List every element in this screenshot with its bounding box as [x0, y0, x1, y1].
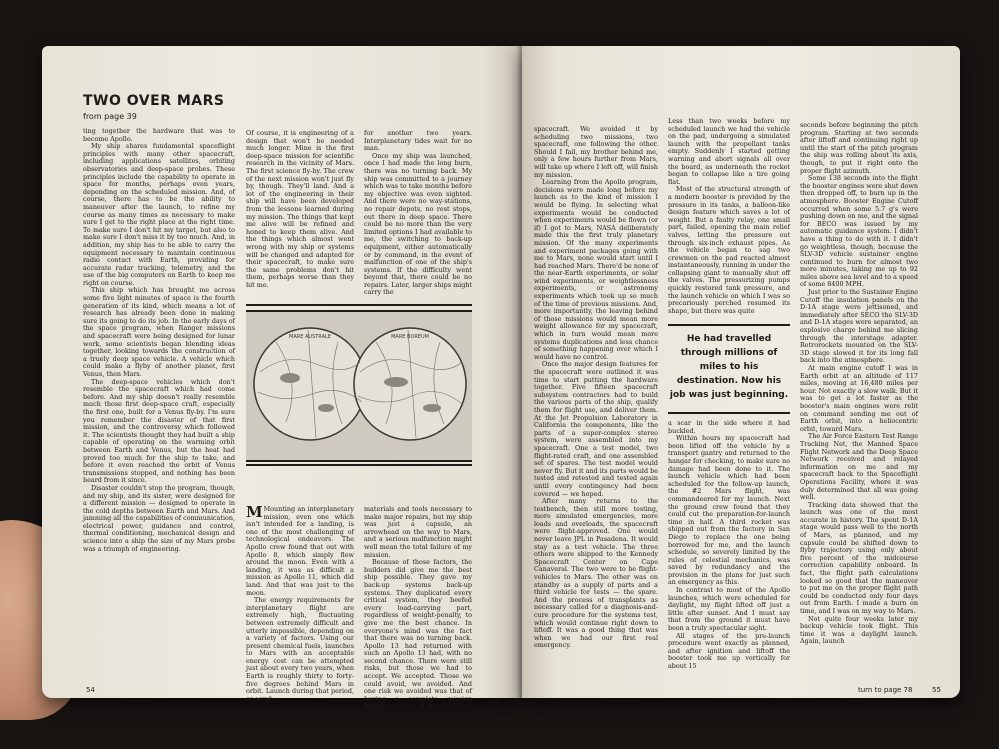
right-page	[522, 46, 960, 698]
left-page	[42, 46, 522, 719]
page-number: 55	[932, 686, 941, 694]
left-column-3-bottom	[364, 505, 472, 719]
drop-cap: M	[246, 503, 263, 521]
left-column-2-top	[246, 130, 354, 300]
paragraph: After many returns to the testbench, then still more testing, more simulated emergencies, more loads and overloads, the spacecraft were flight-approved. One would never leave JPL in Pasadena. It would stay as a test vehicle. The three others were shipped to the Kennedy Spacecraft Center on Cape Canaveral. The two were to be flight-vehicles to Mars. The other was on standby as a supply of parts and a third vehicle for tests — the spare. And the process of transplants as necessary called for a diagnosis-and-cure procedure for the systems test, which would continue right down to liftoff. It was a good thing that was when we had our first real emergency.	[534, 497, 658, 650]
paragraph: Learning from the Apollo program, decisions were made long before my launch as to the kind of mission I would be flying. In selecting what experiments would be conducted when experiments would be flown (or if) I got to Mars, NASA deliberately made this the first truly planetary mission. Of the many experiments and experiment packages going with me to Mars, none would start until I had reached Mars. There'd be none of the near-Earth experiments, or solar wind experiments, or weightlessness experiments, or astronomy experiments which took up so much of the time of previous missions. And, more importantly, the leaving behind of those missions would mean more weight allowance for my spacecraft, which in turn would mean more systems duplications and less chance of something happening over which I would have no control.	[534, 178, 658, 361]
paragraph: Because of those factors, the builders did give me the best ship possible. They gave my back-up systems back-up systems. They duplicated every critical system, they beefed every load-carrying part, regardless of weight-penalty, to give me the best chance. In everyone's mind was the fact that there was no turning back. Apollo 13 had returned with such an Apollo 13 had, with no second chance. There were still risks, but those we had to accept. We accepted. Those we could avoid, we avoided. And one risk we avoided was that of having a complete mission failure because of the failure of my	[364, 558, 472, 719]
paragraph: Not quite four weeks later my backup vehicle took flight. This time it was a daylight launch. Again, launch	[800, 614, 918, 646]
paragraph: The Air Force Eastern Test Range Tracking Net, the Manned Space Flight Network and the Deep Space Network received and relayed information on me and my spacecraft back to the Spaceflight Operations Facility, where it was duly determined that all was going well.	[800, 432, 918, 502]
continued-on: turn to page 78	[858, 686, 913, 694]
paragraph: Disaster couldn't stop the program, though, and my ship, and its sister, were designed for a different mission — designed to operate in the cold depths between Earth and Mars. And jamming all the capabilities of communication, electrical power, guidance and control, thermal conditioning, mechanical design and science into a ship the size of my Mars probe was a triumph of engineering.	[83, 483, 235, 553]
paragraph: ting together the hardware that was to become Apollo.	[83, 127, 235, 143]
paragraph: The energy requirements for interplanetary flight are extremely high, fluctuating between extremely difficult and utterly impossible, depending on a variety of factors. Using our present chemical fuels, launches to Mars with an acceptable energy cost can be attempted just about every two years, when Earth is roughly thirty to forty-five degrees behind Mars in orbit. Launch during that period, or scrub	[246, 596, 354, 703]
paragraph: materials and tools necessary to make major repairs, but my ship was just a capsule, an arrowhead on the way to Mars, and a serious malfunction might well mean the total failure of my mission.	[364, 505, 472, 559]
paragraph: spacecraft. We avoided it by scheduling two missions, two spacecraft, one following the other. Should I fail, my brother behind me, only a few hours further from Mars, will take up where I left off, will finish my mission.	[534, 125, 658, 179]
right-column-3	[800, 122, 918, 682]
paragraph: At main engine cutoff I was in Earth orbit at an altitude of 117 miles, moving at 16,480 miles per hour. Not exactly a slow walk. But it was to get a lot faster as the booster's main engines were relit on command sending me out of Earth orbit, into a heliocentric orbit, toward Mars.	[800, 364, 918, 433]
paragraph: The deep-space vehicles which don't resemble the spacecraft which had come before. And my ship doesn't really resemble much those first deep-space craft, especially the first one, built for a Venus fly-by. I'm sure you remember the disaster of that first mission, and the controversy which followed it. The scientists thought they had built a ship capable of operating on the warming orbit between Earth and Venus, but the heat had proved too much for the ship to take, and before it even reached the orbit of Venus transmissions stopped, and nothing has been heard from it since.	[83, 377, 235, 485]
left-column-2-bottom	[246, 503, 354, 703]
paragraph: Once the major design features for the spacecraft were outlined it was time to start putting the hardware together. Five fifteen spacecraft subsystem contractors had to build the various parts of the ship, qualify them for flight use, and deliver them. At the Jet Propulsion Laboratory in California the components, like the parts of a super-complex stereo system, were assembled into my spacecraft. One a test model, two flight-rated craft, and one assembled set of spares. The test model would never fly. But it and its parts would be tested and retested and tested again until every contingency had been covered — we hoped.	[534, 360, 658, 498]
pullquote-rule-top	[668, 324, 790, 326]
pull-quote: He had travelled through millions of miles to his destination. Now his job was just beginning.	[669, 334, 789, 400]
paragraph: All stages of the pre-launch procedure went exactly as planned, and after ignition and liftoff the booster took me up vertically for about 15	[668, 631, 790, 670]
paragraph: for another two years. Interplanetary tides wait for no man.	[364, 129, 472, 153]
left-column-3-top	[364, 130, 472, 300]
paragraph: Just prior to the Sustainer Engine Cutoff the insulation panels on the D-1A stage were jettisoned, and immediately after SECO the SLV-3D and D-1A stages were separated, an explosive charge behind me slicing through the interstage adapter. Retrorockets mounted on the SLV-3D stage slowed it for its long fall back into the atmosphere.	[800, 288, 918, 365]
paragraph: Within hours my spacecraft had been lifted off the vehicle by a transport gantry and returned to the hangar for checking, to make sure no damage had been done to it. The launch vehicle which had been scheduled for the follow-up launch, the #2 Mars flight, was commandeered for my launch. Next the ground crew found that they could cut the preparation-for-launch time in half. A third rocket was shipped out from the factory in San Diego to replace the one being borrowed for me, and the launch schedule, so severely limited by the rules of celestial mechanics, was saved by redundancy and the provision in the plans for just such an emergency as this.	[668, 434, 790, 587]
map-label: MARE AUSTRALE	[289, 334, 331, 340]
right-column-1	[534, 126, 658, 694]
paragraph-text: Mounting an interplanetary mission, even one which isn't intended for a landing, is one of the most challenging of technological endeavors. The Apollo crew found that out with Apollo 8, which simply flew around the moon. Even with a landing, it was as difficult a mission as Apollo 11, which did land. And that was just to the moon.	[246, 505, 354, 597]
map-label: MARE BOREUM	[391, 334, 429, 340]
right-column-2-bottom	[668, 420, 790, 692]
paragraph: Some 138 seconds into the flight the booster engines were shut down then dropped off, to burn up in the atmosphere. Booster Engine Cutoff occurred when some 5.7 g's were pushing down on me, and the signal for BECO was issued by my automatic guidance system. I didn't have a thing to do with it. I didn't go weightless, though, because the SLV-3D vehicle sustainer engine continued to burn for almost two more minutes, taking me up to 92 miles above sea level and to a speed of some 8400 MPH.	[800, 174, 918, 289]
paragraph: Once my ship was launched, once I had made the long burn, there was no turning back. My ship was committed to a journey which was to take months before my objective was even sighted. And there were no way-stations, no repair depots, no rest stops, out there in deep space. There could be no more than the very limited options I had available to me, the switching to back-up equipment, either automatically or by command, in the event of malfunction of one of the ship's systems. If the difficulty went beyond that, there could be no repairs. Later, larger ships might carry the	[364, 151, 472, 297]
paragraph: This ship which has brought me across some five light minutes of space is the fourth generation of its kind, which means a lot of research has already been done in making sure its going to do its job. In the early days of the space program, when Ranger missions and spacecraft were being designed for lunar work, some scientists began blending ideas together, looking towards the construction of a truely deep space vehicle. A vehicle which could make a flyby of another planet, first Venus, then Mars.	[83, 286, 235, 378]
mars-hemispheres-drawing	[246, 312, 472, 456]
article-headline: TWO OVER MARS	[83, 93, 225, 109]
paragraph: In contrast to most of the Apollo launches, which were scheduled for daylight, my flight lifted off just a little after sunset. And I must say that from the ground it must have been a truly spectacular sight.	[668, 586, 790, 633]
rule-below-map	[246, 464, 472, 466]
paragraph: a scar in the side where it had buckled.	[668, 419, 790, 435]
rule-above-map	[246, 304, 472, 306]
paragraph: Most of the structural strength of a modern booster is provided by the pressure in its tanks, a balloon-like design feature which saves a lot of weight. But a faulty relay, one small part, failed, opening the main relief valves, letting the pressure out through six-inch exhaust pipes. As the vehicle began to sag two crewmen on the pad reacted almost instantaneously, running in under the collapsing giant to manually shut off the valves. The pressurizing pumps quickly restored tank pressure, and the launch vehicle on which I was so precariously perched resumed its shape, but there was quite	[668, 185, 790, 315]
right-column-2-top	[668, 118, 790, 318]
left-column-1	[83, 128, 235, 688]
paragraph: Tracking data showed that the launch was one of the most accurate in history. The spent D-1A stage would pass well to the north of Mars, as planned, and my capsule could be shifted down to flyby trajectory using only about five percent of the midcourse correction capability onboard. In fact, the flight path calculations looked so good that the maneuver to put me on the proper flight path could be conducted only four days out from Earth. I made a burn on time, and I was on my way to Mars.	[800, 500, 918, 615]
pullquote-rule-bottom	[668, 412, 790, 414]
paragraph	[246, 503, 354, 597]
paragraph: Less than two weeks before my scheduled launch we had the vehicle on the pad, undergoing a simulated launch with the propellant tanks empty. Suddenly I started getting warning and abort signals all over the board, as underneath the rocket began to collapse like a tire going flat.	[668, 117, 790, 186]
paragraph: seconds before beginning the pitch program. Starting at two seconds after liftoff and continuing right up until the start of the pitch program the ship was rolling about its axis, though, to put it right onto the proper flight azimuth.	[800, 121, 918, 175]
mars-map-illustration	[246, 310, 472, 462]
paragraph: My ship shares fundamental spaceflight principles with many other spacecraft, including applications satellites, orbiting observatories and deep-space probes. These principles include the capability to operate in space for months, perhaps even years, depending on the scheduled mission. And, of course, there has to be the ability to maneuver after the launch, to refine my course as many times as necessary to make sure I get to the right place at the right time. To make sure I don't hit my target, but also to make sure I don't miss it by too much. And, in addition, my ship has to be able to carry the equipment necessary to maintain continuous radio contact with Earth, providing for accurate radar tracking, telemetry, and the use of the big computers on Earth to keep me right on course.	[83, 142, 235, 287]
page-number: 54	[86, 686, 95, 694]
continued-from: from page 39	[83, 112, 137, 121]
paragraph: Of course, it is engineering of a design that won't be needed much longer. Mine is the first deep-space mission for scientific research in the vicinity of Mars. The first science fly-by. The crew of the next mission won't just fly by, though. They'll land. And a lot of the engineering in their ship will have been developed from the lessons learned during my mission. The things that kept me alive will be refined and honed to keep them alive. And the things which almost went wrong with my ship or systems will be changed and adapted for their spacecraft, to make sure the same problems don't hit them, perhaps worse than they hit me.	[246, 129, 354, 289]
